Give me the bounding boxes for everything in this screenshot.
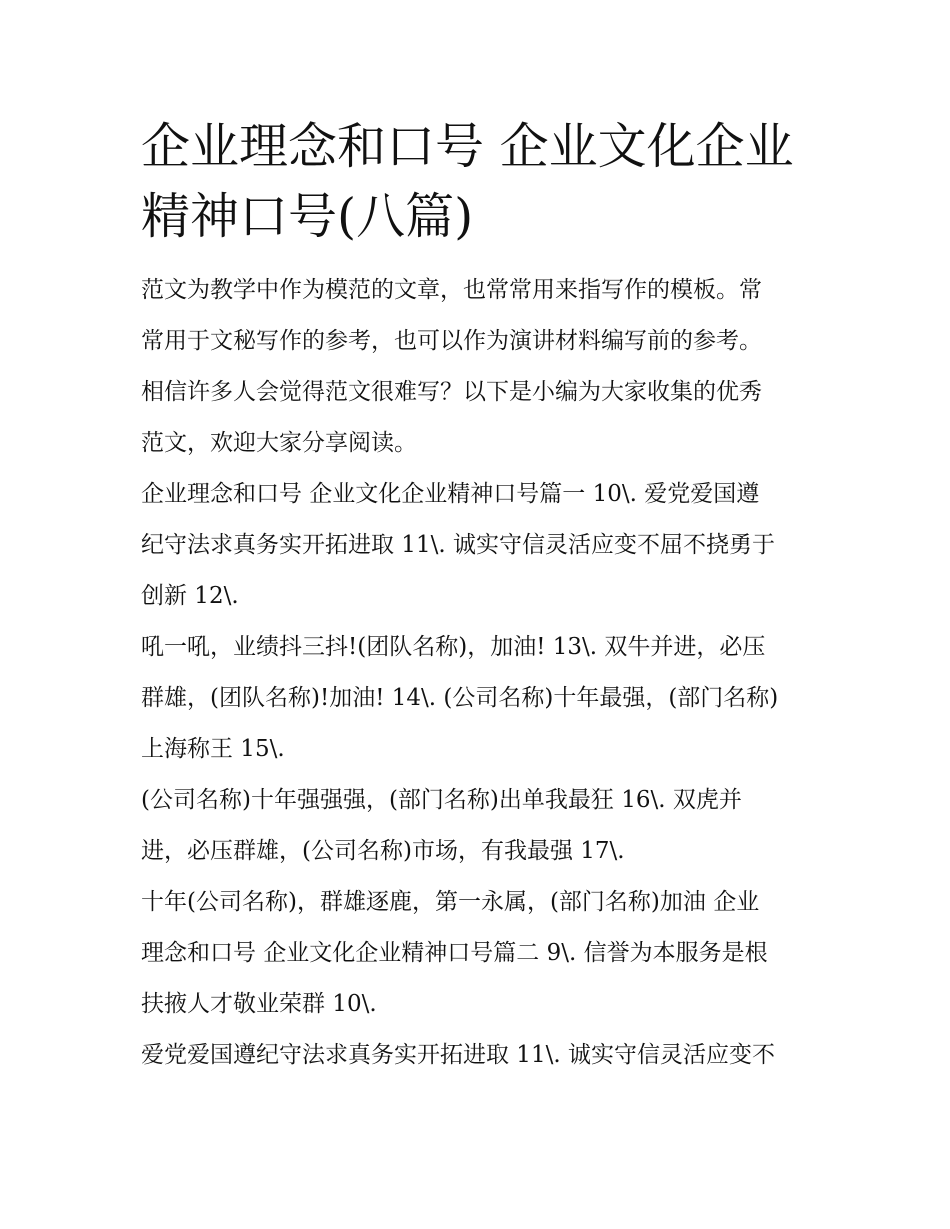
body-text-line: 范文，欢迎大家分享阅读。 (141, 430, 417, 456)
document-title (141, 112, 813, 252)
body-text-line: (公司名称)十年强强强，(部门名称)出单我最狂 16\. 双虎并 (141, 787, 742, 813)
body-text-line: 群雄，(团队名称)!加油! 14\. (公司名称)十年最强，(部门名称) (141, 685, 779, 711)
body-text-line: 创新 12\. (141, 583, 239, 609)
body-text-line: 上海称王 15\. (141, 736, 285, 762)
body-text-line: 扶掖人才敬业荣群 10\. (141, 991, 377, 1017)
body-text-line: 爱党爱国遵纪守法求真务实开拓进取 11\. 诚实守信灵活应变不 (141, 1042, 775, 1068)
title-line: 精神口号(八篇) (141, 188, 474, 245)
body-text-line: 理念和口号 企业文化企业精神口号篇二 9\. 信誉为本服务是根 (141, 940, 768, 966)
document-content (141, 112, 813, 1081)
body-text-line: 相信许多人会觉得范文很难写？以下是小编为大家收集的优秀 (141, 379, 762, 405)
title-line: 企业理念和口号 企业文化企业 (141, 118, 794, 175)
document-body (141, 265, 813, 1081)
body-text-line: 范文为教学中作为模范的文章，也常常用来指写作的模板。常 (141, 277, 762, 303)
body-text-line: 吼一吼，业绩抖三抖!(团队名称)，加油! 13\. 双牛并进，必压 (141, 634, 766, 660)
body-text-line: 常用于文秘写作的参考，也可以作为演讲材料编写前的参考。 (141, 328, 762, 354)
body-text-line: 企业理念和口号 企业文化企业精神口号篇一 10\. 爱党爱国遵 (141, 481, 760, 507)
body-text-line: 进，必压群雄，(公司名称)市场，有我最强 17\. (141, 838, 625, 864)
body-text-line: 十年(公司名称)，群雄逐鹿，第一永属，(部门名称)加油 企业 (141, 889, 760, 915)
body-text-line: 纪守法求真务实开拓进取 11\. 诚实守信灵活应变不屈不挠勇于 (141, 532, 775, 558)
